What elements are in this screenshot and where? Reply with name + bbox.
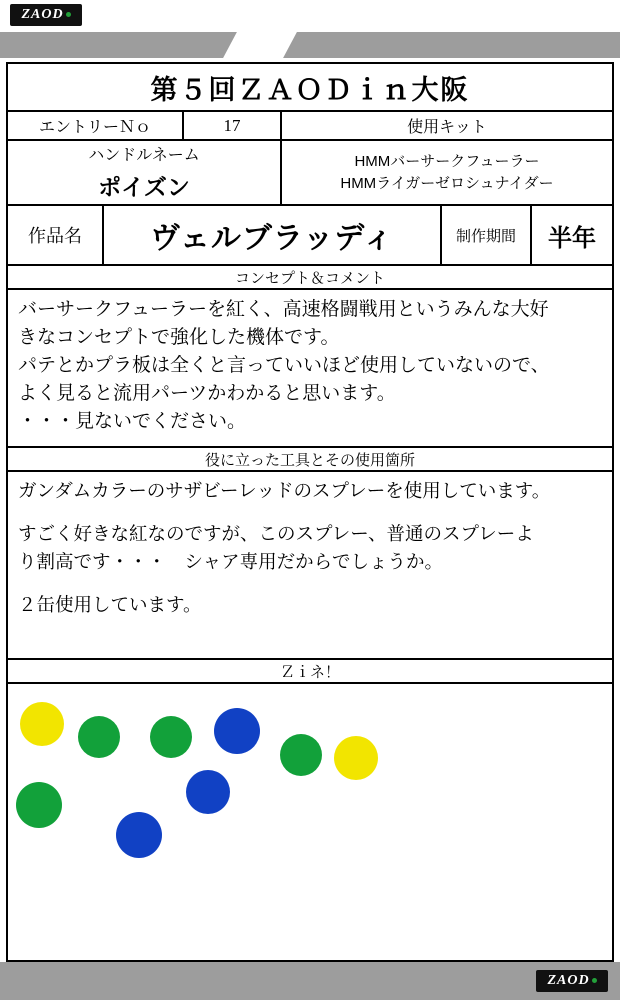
logo-dot-icon: [592, 978, 597, 983]
tools-heading: 役に立った工具とその使用箇所: [8, 448, 612, 472]
handle-name-value: ポイズン: [98, 174, 190, 200]
tools-line-blank: [18, 578, 602, 592]
tools-line: ガンダムカラーのサザビーレッドのスプレーを使用しています。: [18, 482, 551, 502]
photo-area: [8, 684, 612, 912]
tools-line: ２缶使用しています。: [18, 596, 202, 617]
photo-blob: [20, 702, 64, 746]
concept-line: ・・・見ないでください。: [18, 410, 247, 432]
work-name-label: 作品名: [8, 206, 104, 264]
entry-no-label: エントリーＮｏ: [8, 112, 184, 139]
photo-blob: [186, 770, 230, 814]
page-title: 第５回ＺＡＯＤｉｎ大阪: [150, 74, 470, 105]
concept-line: パテとかプラ板は全くと言っていいほど使用していないので、: [18, 354, 550, 376]
kit-item: HMMライガーゼロシュナイダー: [340, 174, 554, 192]
concept-line: きなコンセプトで強化した機体です。: [18, 326, 340, 348]
kit-item: HMMバーサークフューラー: [354, 152, 540, 170]
zaod-logo-top-text: ZAOD: [21, 7, 64, 22]
grey-bar-notch: [223, 32, 297, 58]
entry-no-row: [8, 112, 280, 141]
kit-label: 使用キット: [282, 112, 612, 141]
handle-name-label: ハンドルネーム: [88, 147, 200, 164]
entry-sheet: [6, 62, 614, 962]
photo-blob: [150, 716, 192, 758]
photo-blob: [16, 782, 62, 828]
photo-blob: [116, 812, 162, 858]
photo-heading: Ｚｉネ！: [8, 660, 612, 684]
zaod-logo-top: [10, 4, 82, 26]
zaod-logo-bottom-text: ZAOD: [547, 973, 590, 988]
document-title-row: [8, 64, 612, 112]
logo-dot-icon: [66, 12, 71, 17]
work-name-value: ヴェルブラッディ: [104, 206, 442, 264]
photo-blob: [214, 708, 260, 754]
production-period-label: 制作期間: [442, 206, 532, 264]
tools-line-blank: [18, 507, 602, 521]
tools-body: [8, 472, 612, 660]
bottom-grey-bar: [0, 962, 620, 1000]
work-name-row: [8, 206, 612, 266]
zaod-logo-bottom: [536, 970, 608, 992]
concept-line: よく見ると流用パーツかわかると思います。: [18, 382, 396, 404]
top-grey-bar: [0, 32, 620, 58]
tools-line: り割高です・・・ シャア専用だからでしょうか。: [18, 553, 443, 574]
tools-line: すごく好きな紅なのですが、このスプレー、普通のスプレーよ: [18, 524, 534, 545]
photo-blob: [78, 716, 120, 758]
entry-no-value: 17: [223, 115, 241, 135]
concept-line: バーサークフューラーを紅く、高速格闘戦用というみんな大好: [18, 299, 549, 320]
kit-list: [282, 141, 612, 204]
photo-blob: [334, 736, 378, 780]
entry-kit-block: [8, 112, 612, 206]
photo-blob: [280, 734, 322, 776]
production-period-value: 半年: [548, 225, 596, 252]
kit-column: [282, 112, 612, 204]
concept-body: [8, 290, 612, 448]
concept-heading: コンセプト＆コメント: [8, 266, 612, 290]
top-banner: [0, 0, 620, 32]
entry-left-column: [8, 112, 282, 204]
